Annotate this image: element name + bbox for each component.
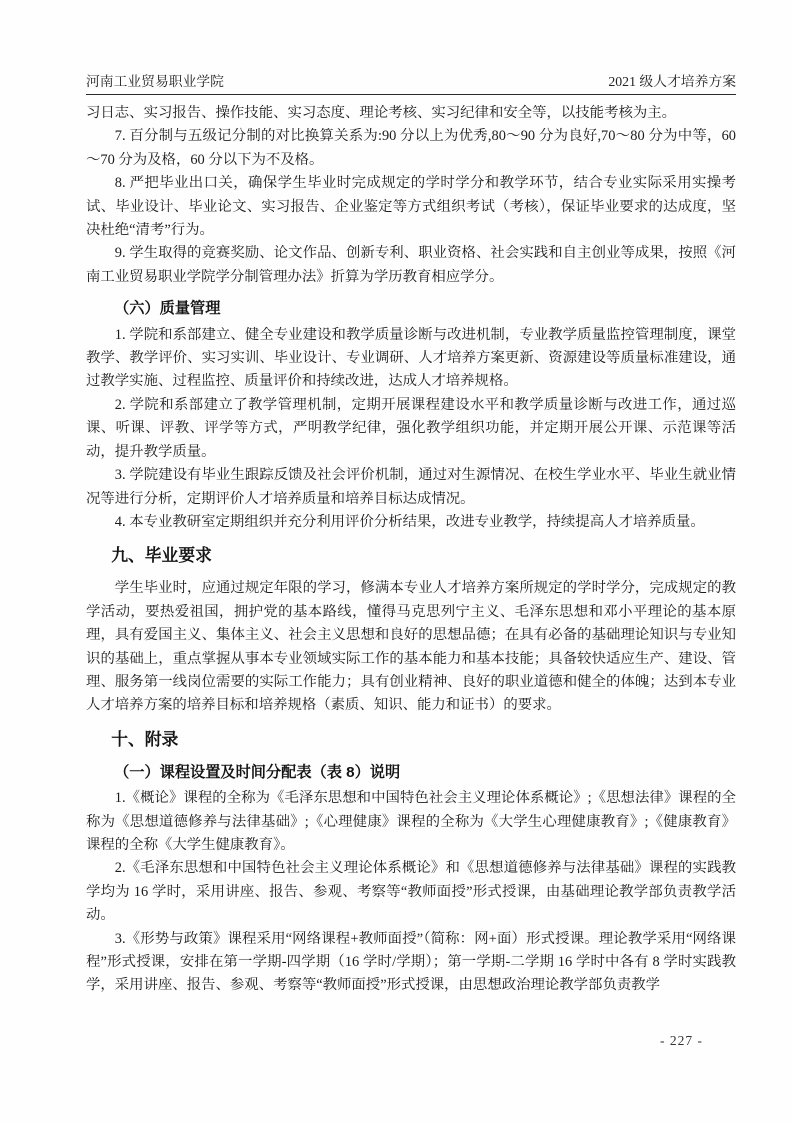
page-number: - 227 - (660, 1033, 703, 1048)
header-school-name: 河南工业贸易职业学院 (86, 74, 224, 89)
paragraph-credit-conversion: 9. 学生取得的竞赛奖励、论文作品、创新专利、职业资格、社会实践和自主创业等成果，按照《河南工业贸易职业学院学分制管理办法》折算为学历教育相应学分。 (86, 245, 736, 285)
header-program-name: 2021 级人才培养方案 (608, 74, 736, 89)
paragraph-course-name-note-3: 3.《形势与政策》课程采用“网络课程+教师面授”（简称：网+面）形式授课。理论教学采用“网络课程”形式授课，安排在第一学期-四学期（16 学时/学期）；第一学期-二学期 16 学时中各有 8 学时实践教学，采用讲座、报告、参观、考察等“教师面授”形式授课，由思想政治理论教学部负责教学 (86, 930, 736, 994)
paragraph-grading-scale: 7. 百分制与五级记分制的对比换算关系为:90 分以上为优秀,80～90 分为良好,70～80 分为中等，60～70 分为及格，60 分以下为不及格。 (86, 128, 736, 168)
paragraph-quality-4: 4. 本专业教研室定期组织并充分利用评价分析结果，改进专业教学，持续提高人才培养质量。 (114, 513, 705, 530)
subsection-heading-table8-notes: （一）课程设置及时间分配表（表 8）说明 (114, 763, 401, 781)
paragraph-quality-1: 1. 学院和系部建立、健全专业建设和教学质量诊断与改进机制，专业教学质量监控管理制度，课堂教学、教学评价、实习实训、毕业设计、专业调研、人才培养方案更新、资源建设等质量标准建设，通过教学实施、过程监控、质量评价和持续改进，达成人才培养规格。 (86, 326, 736, 390)
page-header (86, 73, 736, 95)
paragraph-quality-2: 2. 学院和系部建立了教学管理机制，定期开展课程建设水平和教学质量诊断与改进工作，通过巡课、听课、评教、评学等方式，严明教学纪律，强化教学组织功能，并定期开展公开课、示范课等活动，提升教学质量。 (86, 396, 736, 460)
paragraph-course-name-note-1: 1.《概论》课程的全称为《毛泽东思想和中国特色社会主义理论体系概论》;《思想法律》课程的全称为《思想道德修养与法律基础》;《心理健康》课程的全称为《大学生心理健康教育》;《健康教育》课程的全称《大学生健康教育》。 (86, 790, 736, 853)
section-heading-graduation-requirements: 九、毕业要求 (111, 546, 212, 566)
paragraph-quality-3: 3. 学院建设有毕业生跟踪反馈及社会评价机制，通过对生源情况、在校生学业水平、毕业生就业情况等进行分析，定期评价人才培养质量和培养目标达成情况。 (86, 467, 736, 507)
paragraph-skill-assessment-continuation: 习日志、实习报告、操作技能、实习态度、理论考核、实习纪律和安全等，以技能考核为主。 (86, 105, 677, 121)
paragraph-graduation-exit-control: 8. 严把毕业出口关，确保学生毕业时完成规定的学时学分和教学环节，结合专业实际采用实操考试、毕业设计、毕业论文、实习报告、企业鉴定等方式组织考试（考核），保证毕业要求的达成度，坚决杜绝“清考”行为。 (86, 175, 736, 239)
section-heading-appendix: 十、附录 (111, 729, 179, 749)
section-heading-quality-management: （六）质量管理 (114, 300, 221, 318)
paragraph-course-name-note-2: 2.《毛泽东思想和中国特色社会主义理论体系概论》和《思想道德修养与法律基础》课程的实践教学均为 16 学时，采用讲座、报告、参观、考察等“教师面授”形式授课，由基础理论教学部负责教学活动。 (86, 860, 736, 924)
document-body (86, 102, 736, 998)
paragraph-graduation-requirements: 学生毕业时，应通过规定年限的学习，修满本专业人才培养方案所规定的学时学分，完成规定的教学活动，要热爱祖国，拥护党的基本路线，懂得马克思列宁主义、毛泽东思想和邓小平理论的基本原理，具有爱国主义、集体主义、社会主义思想和良好的思想品德；在具有必备的基础理论知识与专业知识的基础上，重点掌握从事本专业领域实际工作的基本能力和基本技能；具备较快适应生产、建设、管理、服务第一线岗位需要的实际工作能力；具有创业精神、良好的职业道德和健全的体魄；达到本专业人才培养方案的培养目标和培养规格（素质、知识、能力和证书）的要求。 (86, 580, 736, 714)
